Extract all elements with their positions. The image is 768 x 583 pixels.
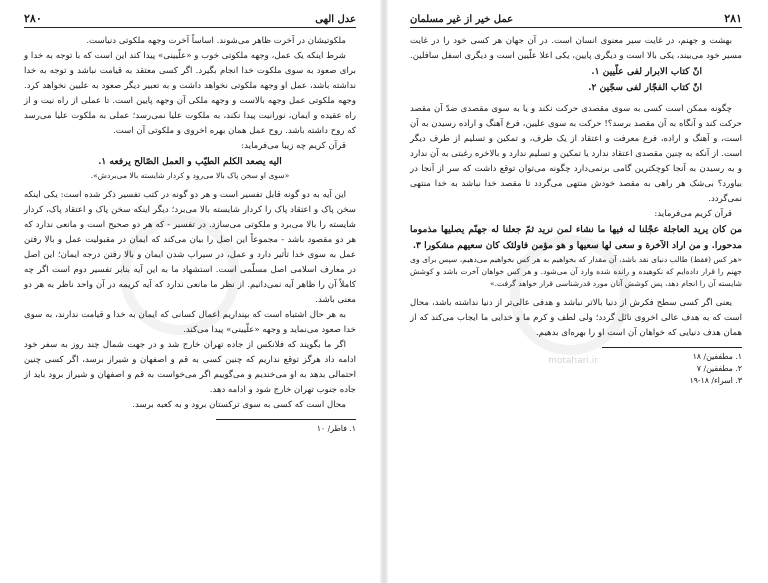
footnote-divider (602, 347, 742, 348)
paragraph: بهشت و جهنم، در غایت سیر معنوی انسان است. در آن جهان هر کسی خود را در غایت مسیر خود می‌بیند، یکی بالا است و دیگری پایین، یکی اعلا علّیین است و دیگری اسفل سافلین. (410, 36, 742, 61)
paragraph: اگر ما بگویند که فلانکس از جاده تهران خارج شد و در جهت شمال چند روز به سفر خود ادامه داد هرگز توقع نداریم که چنین کسی به قم و اصفهان و شیراز برسد، اگر کسی چنین احتمالی بدهد به او می‌خندیم و می‌گوییم اگر می‌خواست به قم و اصفهان و شیراز برود باید از جاده جنوب تهران خارج شود و ادامه دهد. (24, 340, 356, 395)
book-gutter (380, 0, 388, 583)
paragraph: قرآن کریم چه زیبا می‌فرماید: (241, 141, 346, 151)
footnote: ۲. مطففین/ ۷ (696, 364, 742, 373)
paragraph: یعنی اگر کسی سطح فکرش از دنیا بالاتر نباشد و هدفی عالی‌تر از دنیا نداشته باشد، محال است که به هدف عالی اخروی نائل گردد؛ ولی لطف و کرم ما و خدایی ما ایجاب می‌کند که از همان هدف دنیایی که خواهان آن است او را بهره‌ای بدهیم. (410, 298, 742, 338)
quran-verse: من کان یرید العاجلة عجّلنا له فیها ما نشاء لمن نرید ثمّ جعلنا له جهنّم یصلیها مذموما مدحورا. و من اراد الآخرة و سعی لها سعیها و هو مؤمن فاولئک کان سعیهم مشکورا ۳. (410, 224, 742, 251)
running-title: عمل خیر از غیر مسلمان (410, 14, 514, 25)
paragraph: این آیه به دو گونه قابل تفسیر است و هر دو گونه در کتب تفسیر ذکر شده است: یکی اینکه سخن پاک و اعتقاد پاک را کردار شایسته بالا می‌برد؛ دیگر اینکه سخن پاک و اعتقاد پاک، کردار شایسته را بالا می‌برد و ملکوتی می‌سازد. در تفسیر - که هر دو صحیح است و مانعی ندارد که هر دو مقصود باشد - مجموعاً این اصل را بیان می‌کند که ایمان در مقبولیت عمل و بالا رفتن عمل به سوی خدا تأثیر دارد و عمل، در سیراب شدن ایمان و بالا رفتن درجه ایمان؛ این اصل در معارف اسلامی اصل مسلّمی است. استشهاد ما به این آیه بنابر تفسیر دوم است اگر چه کاملاً آن را ظاهر آیه نمی‌دانیم. از نظر ما مانعی ندارد که آیه کریمه در آن واحد ناظر به هر دو معنی باشد. (24, 190, 356, 305)
running-title: عدل الهی (315, 14, 356, 25)
footnote-divider (216, 419, 356, 420)
quran-verse: الیه یصعد الکلم الطیّب و العمل الصّالح یرفعه ۱. (98, 156, 282, 167)
paragraph: قرآن کریم می‌فرماید: (654, 209, 732, 219)
paragraph: ملکوتیشان در آخرت ظاهر می‌شوند. اساساً آخرت وجهه ملکوتی دنیاست. (86, 36, 346, 46)
verse-translation: «هر کس (فقط) طالب دنیای نقد باشد، آن مقدار که بخواهیم به هر کس بخواهیم می‌دهیم، سپس برای وی جهنم را قرار داده‌ایم که نکوهیده و رانده شده وارد آن می‌شود. و هر کس خواهان آخرت باشد و کوشش شایسته آن را انجام دهد، پس کوشش آنان مورد قدرشناسی قرار خواهد گرفت.» (410, 255, 742, 288)
footnote: ۱. مطففین/ ۱۸ (692, 352, 742, 361)
paragraph: محال است که کسی به سوی ترکستان برود و به کعبه برسد. (132, 400, 346, 410)
watermark-seal-icon (120, 215, 240, 335)
verse-translation: «سوی او سخن پاک بالا می‌رود و کردار شایسته بالا می‌بردش». (90, 171, 290, 180)
page-number: ۲۸۱ (724, 12, 742, 25)
left-page-header (24, 12, 356, 28)
page-number: ۲۸۰ (24, 12, 42, 25)
footnote: ۱. فاطر/ ۱۰ (316, 424, 356, 433)
paragraph: چگونه ممکن است کسی به سوی مقصدی حرکت نکند و یا به سوی مقصدی ضدّ آن مقصد حرکت کند و آنگاه به آن مقصد برسد؟! حرکت به سوی علیین، فرع آهنگ و اراده رسیدن به آن است، و آهنگ و اراده، فرع معرفت و اعتقاد از یک طرف، و تمکین و تسلیم از طرف دیگر است. از آنکه به چنین مقصدی اعتقاد ندارد یا تمکین و تسلیم ندارد و بالاخره رغبتی به آن ندارد و به رسیدن به آنجا کوچکترین گامی برنمی‌دارد چگونه می‌توان توقع داشت که سر از آنجا در بیاورد؟ بی‌شک هر راهی به مقصد خودش منتهی می‌گردد تا مقصد خدا نباشد به خدا منتهی نمی‌گردد. (410, 104, 742, 204)
watermark-seal-icon (510, 235, 630, 355)
paragraph: شرط اینکه یک عمل، وجهه ملکوتی خوب و «علّیینی» پیدا کند این است که با توجه به خدا و برای صعود به سوی ملکوت خدا انجام بگیرد. اگر کسی معتقد به قیامت نباشد و توجه به خدا نداشته باشد، عمل او وجهه ملکوتی نخواهد داشت و به تعبیر دیگر صعود به علیین نخواهد کرد. وجهه ملکوتی عمل وجهه بالاست و وجهه ملکی آن وجهه پایین است. تا عملی از راه نیت و از راه عقیده و ایمان، نورانیت پیدا نکند، به ملکوت علیا نمی‌رسد؛ عملی به ملکوت علیا می‌رسد که روح داشته باشد. روح عمل همان بهره اخروی و ملکوتی آن است. (24, 51, 356, 136)
watermark-site: motahari.ir (548, 356, 598, 366)
footnote: ۳. اسراء/ ۱۸-۱۹ (689, 376, 742, 385)
right-page-header (410, 12, 742, 28)
quran-verse: انّ کتاب الفجّار لفی سجّین ۲. (588, 82, 702, 93)
paragraph: به هر حال اشتباه است که بپنداریم اعمال کسانی که ایمان به خدا و قیامت ندارند، به سوی خدا صعود می‌نماید و وجهه «علّیینی» پیدا می‌کند. (24, 310, 356, 335)
quran-verse: انّ کتاب الابرار لفی علّیین ۱. (591, 66, 702, 77)
